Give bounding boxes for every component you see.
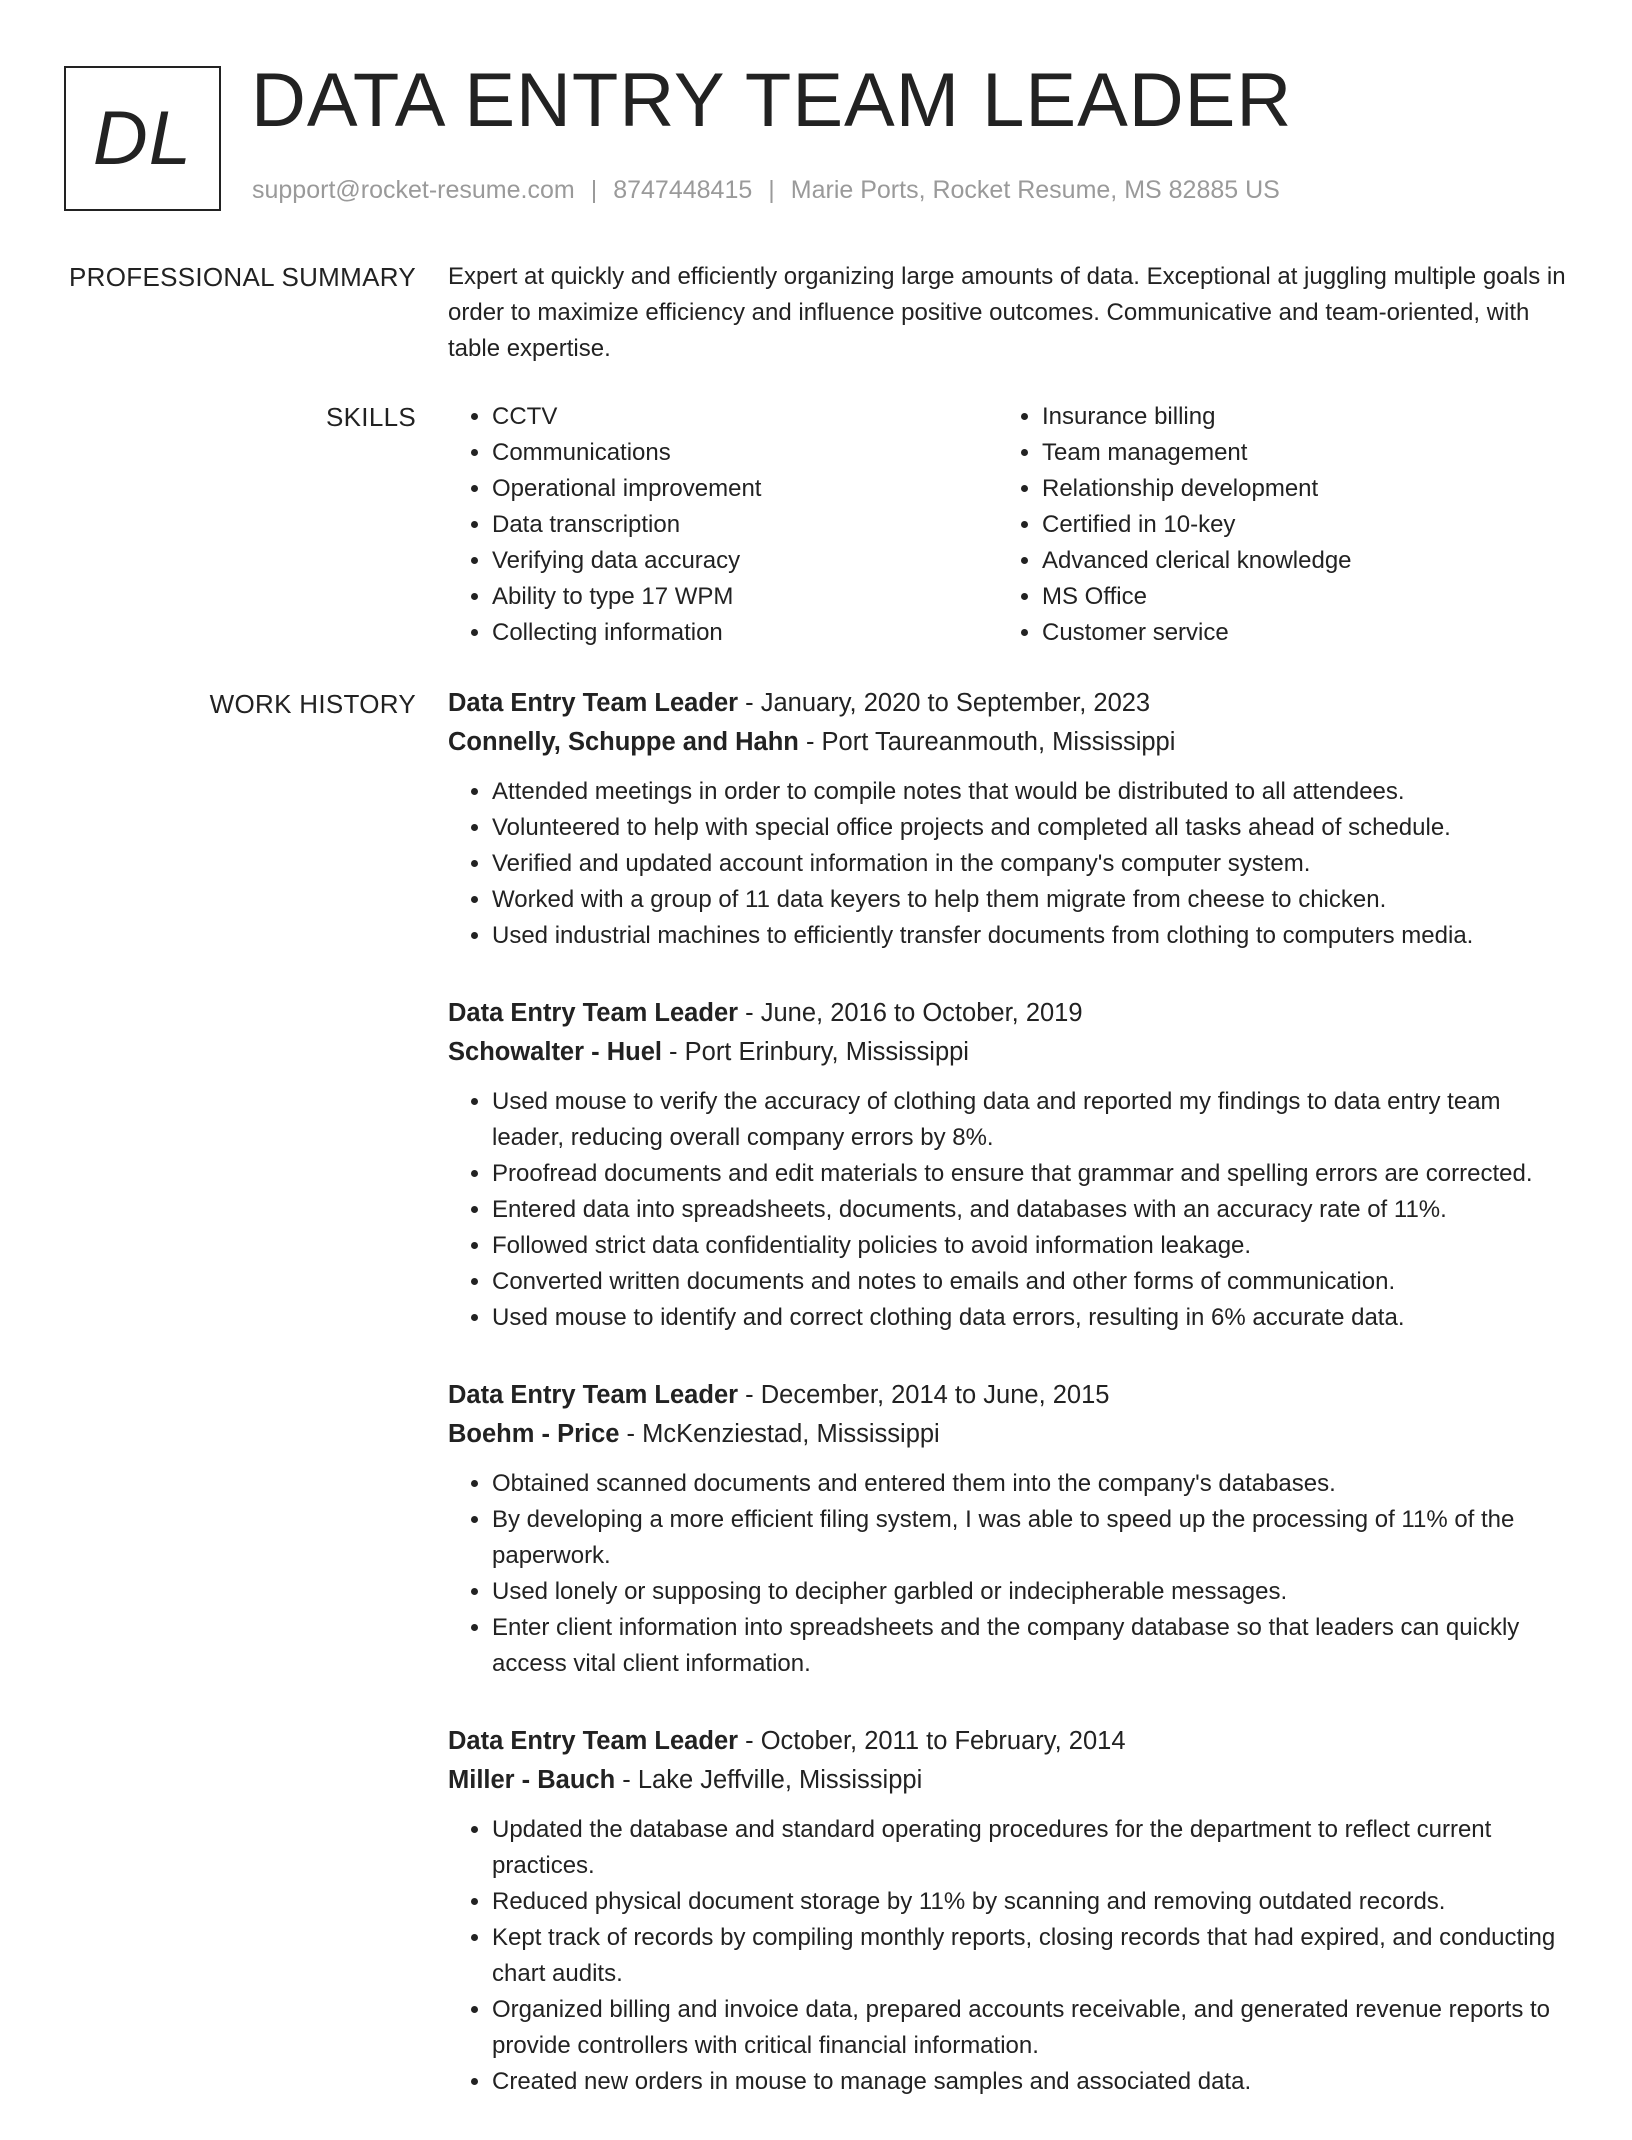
- job-bullet: • Obtained scanned documents and entered them into the company's databases.: [492, 1466, 1568, 1502]
- skill-item: • Insurance billing: [1042, 399, 1548, 435]
- job-bullet: • Updated the database and standard operating procedures for the department to reflect current practices.: [492, 1812, 1568, 1884]
- summary-heading: PROFESSIONAL SUMMARY: [69, 262, 416, 292]
- page-title: DATA ENTRY TEAM LEADER: [251, 58, 1293, 143]
- job-bullet: • By developing a more efficient filing system, I was able to speed up the processing of 11% of the paperwork.: [492, 1502, 1568, 1574]
- skills-body: [448, 399, 1568, 651]
- job-company: Boehm - Price: [448, 1420, 620, 1448]
- job-entry: [448, 1722, 1568, 2100]
- job-company-line: [448, 1761, 1568, 1800]
- job-company-line: [448, 1415, 1568, 1454]
- skill-item: • Collecting information: [492, 615, 998, 651]
- job-dates: - October, 2011 to February, 2014: [738, 1727, 1126, 1755]
- job-entry: [448, 1376, 1568, 1682]
- job-bullets: [448, 1084, 1568, 1336]
- job-location: - Lake Jeffville, Mississippi: [615, 1766, 923, 1794]
- job-title: Data Entry Team Leader: [448, 1381, 739, 1409]
- job-company: Miller - Bauch: [448, 1766, 616, 1794]
- job-bullet: • Entered data into spreadsheets, documents, and databases with an accuracy rate of 11%.: [492, 1192, 1568, 1228]
- job-bullet: • Attended meetings in order to compile notes that would be distributed to all attendees.: [492, 774, 1568, 810]
- skill-item: • Relationship development: [1042, 471, 1548, 507]
- job-bullet: • Enter client information into spreadsheets and the company database so that leaders can quickly access vital client information.: [492, 1610, 1568, 1682]
- job-bullet: • Organized billing and invoice data, prepared accounts receivable, and generated revenue reports to provide controllers with critical financial information.: [492, 1992, 1568, 2064]
- skill-item: • Certified in 10-key: [1042, 507, 1548, 543]
- skill-item: • Customer service: [1042, 615, 1548, 651]
- contact-separator: |: [768, 176, 775, 204]
- contact-phone: 8747448415: [613, 176, 753, 204]
- skill-item: • MS Office: [1042, 579, 1548, 615]
- job-entry: [448, 684, 1568, 954]
- skill-item: • Ability to type 17 WPM: [492, 579, 998, 615]
- job-bullet: • Used lonely or supposing to decipher garbled or indecipherable messages.: [492, 1574, 1568, 1610]
- summary-text: Expert at quickly and efficiently organizing large amounts of data. Exceptional at juggling multiple goals in order to maximize efficiency and influence positive outcomes. Communicative and team-oriented, with table expertise.: [448, 263, 1566, 362]
- job-bullet: • Used industrial machines to efficiently transfer documents from clothing to computers media.: [492, 918, 1568, 954]
- monogram-logo: DL: [64, 66, 221, 211]
- job-bullet: • Kept track of records by compiling monthly reports, closing records that had expired, and conducting chart audits.: [492, 1920, 1568, 1992]
- skill-item: • Verifying data accuracy: [492, 543, 998, 579]
- job-bullets: [448, 1466, 1568, 1682]
- skill-item: • Data transcription: [492, 507, 998, 543]
- job-dates: - December, 2014 to June, 2015: [738, 1381, 1110, 1409]
- job-bullet: • Created new orders in mouse to manage samples and associated data.: [492, 2064, 1568, 2100]
- job-title: Data Entry Team Leader: [448, 1727, 739, 1755]
- summary-body: [448, 259, 1568, 367]
- skill-item: • Advanced clerical knowledge: [1042, 543, 1548, 579]
- skill-item: • Team management: [1042, 435, 1548, 471]
- job-bullet: • Converted written documents and notes to emails and other forms of communication.: [492, 1264, 1568, 1300]
- job-bullet: • Volunteered to help with special office projects and completed all tasks ahead of schedule.: [492, 810, 1568, 846]
- skills-heading: SKILLS: [326, 402, 416, 432]
- job-location: - McKenziestad, Mississippi: [619, 1420, 940, 1448]
- contact-email: support@rocket-resume.com: [252, 176, 575, 204]
- job-company: Schowalter - Huel: [448, 1038, 662, 1066]
- job-title-line: [448, 1376, 1568, 1415]
- job-bullet: • Used mouse to verify the accuracy of clothing data and reported my findings to data entry team leader, reducing overall company errors by 8%.: [492, 1084, 1568, 1156]
- job-bullet: • Verified and updated account information in the company's computer system.: [492, 846, 1568, 882]
- work-history-body: [448, 684, 1568, 2140]
- job-dates: - January, 2020 to September, 2023: [738, 689, 1151, 717]
- job-bullets: [448, 774, 1568, 954]
- skill-item: • Operational improvement: [492, 471, 998, 507]
- skill-item: • CCTV: [492, 399, 998, 435]
- job-dates: - June, 2016 to October, 2019: [738, 999, 1083, 1027]
- job-bullet: • Worked with a group of 11 data keyers to help them migrate from cheese to chicken.: [492, 882, 1568, 918]
- job-location: - Port Taureanmouth, Mississippi: [798, 728, 1176, 756]
- job-entry: [448, 994, 1568, 1336]
- skills-list-left: [448, 399, 998, 651]
- job-bullet: • Reduced physical document storage by 11% by scanning and removing outdated records.: [492, 1884, 1568, 1920]
- job-location: - Port Erinbury, Mississippi: [661, 1038, 969, 1066]
- job-title-line: [448, 1722, 1568, 1761]
- job-title: Data Entry Team Leader: [448, 999, 739, 1027]
- job-bullets: [448, 1812, 1568, 2100]
- contact-separator: |: [590, 176, 598, 204]
- skill-item: • Communications: [492, 435, 998, 471]
- job-company: Connelly, Schuppe and Hahn: [448, 728, 799, 756]
- contact-address: Marie Ports, Rocket Resume, MS 82885 US: [790, 176, 1280, 204]
- job-bullet: • Followed strict data confidentiality policies to avoid information leakage.: [492, 1228, 1568, 1264]
- job-title: Data Entry Team Leader: [448, 689, 739, 717]
- job-title-line: [448, 684, 1568, 723]
- job-company-line: [448, 723, 1568, 762]
- job-company-line: [448, 1033, 1568, 1072]
- work-history-heading: WORK HISTORY: [209, 689, 416, 719]
- job-bullet: • Used mouse to identify and correct clothing data errors, resulting in 6% accurate data.: [492, 1300, 1568, 1336]
- job-title-line: [448, 994, 1568, 1033]
- job-bullet: • Proofread documents and edit materials to ensure that grammar and spelling errors are corrected.: [492, 1156, 1568, 1192]
- contact-line: [252, 173, 1280, 207]
- skills-list-right: [998, 399, 1548, 651]
